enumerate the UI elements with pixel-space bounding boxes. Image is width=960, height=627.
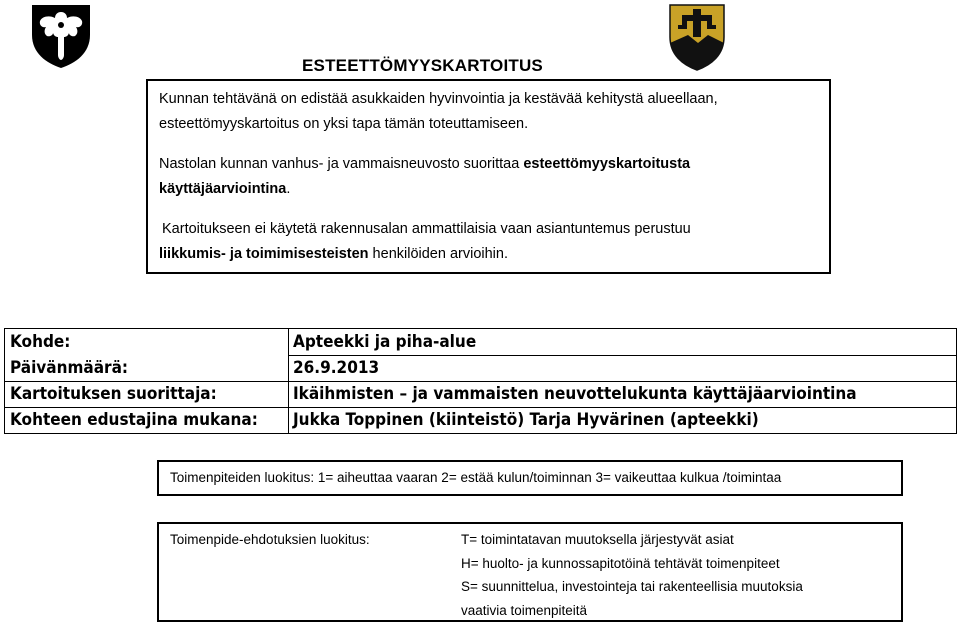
info-table: [4, 328, 957, 434]
intro-p2-bold: esteettömyyskartoitusta: [523, 156, 691, 172]
list-item: S= suunnittelua, investointeja tai rakenteellisia muutoksia: [461, 579, 803, 594]
label-paivamaara: Päivänmäärä:: [5, 356, 289, 382]
value-edustajat: Jukka Toppinen (kiinteistö) Tarja Hyvärinen (apteekki): [289, 408, 957, 434]
value-paivamaara: 26.9.2013: [289, 356, 957, 382]
intro-p2-text: Nastolan kunnan vanhus- ja vammaisneuvosto suorittaa: [159, 156, 524, 172]
table-row: [5, 382, 957, 408]
intro-p3-line-1: Kartoitukseen ei käytetä rakennusalan ammattilaisia vaan asiantuntemus perustuu: [162, 221, 691, 237]
classification-box: [157, 460, 903, 496]
label-edustajat: Kohteen edustajina mukana:: [5, 408, 289, 434]
label-suorittaja: Kartoituksen suorittaja:: [5, 382, 289, 408]
intro-box: [146, 79, 831, 274]
table-row: [5, 408, 957, 434]
list-item: vaativia toimenpiteitä: [461, 602, 588, 618]
left-coat-of-arms-icon: [30, 3, 92, 69]
intro-p3-bold: liikkumis- ja toimimisesteisten: [159, 245, 369, 262]
intro-paragraph-1: [159, 87, 829, 136]
intro-p2-end: .: [286, 180, 291, 197]
proposal-label: Toimenpide-ehdotuksien luokitus:: [170, 532, 370, 547]
table-row: [5, 329, 957, 356]
proposal-list: [461, 528, 881, 622]
table-row: [5, 356, 957, 382]
list-item: H= huolto- ja kunnossapitotöinä tehtävät toimenpiteet: [461, 555, 780, 571]
value-kohde: Apteekki ja piha-alue: [289, 329, 957, 356]
proposal-classification-box: [157, 522, 903, 622]
intro-p3-end: henkilöiden arvioihin.: [368, 245, 508, 262]
intro-p2-bold-2: käyttäjäarviointina: [159, 180, 287, 197]
intro-line-2: esteettömyyskartoitus on yksi tapa tämän toteuttamiseen.: [159, 115, 529, 132]
page-title: ESTEETTÖMYYSKARTOITUS: [302, 56, 543, 75]
classification-text: Toimenpiteiden luokitus: 1= aiheuttaa vaaran 2= estää kulun/toiminnan 3= vaikeuttaa kulkua /toimintaa: [170, 470, 782, 485]
intro-paragraph-3: [159, 217, 829, 266]
label-kohde: Kohde:: [5, 329, 289, 356]
value-suorittaja: Ikäihmisten – ja vammaisten neuvottelukunta käyttäjäarviointina: [289, 382, 957, 408]
right-coat-of-arms-icon: [668, 3, 726, 71]
list-item: T= toimintatavan muutoksella järjestyvät asiat: [461, 532, 734, 547]
intro-paragraph-2: [159, 152, 829, 201]
intro-line-1: Kunnan tehtävänä on edistää asukkaiden hyvinvointia ja kestävää kehitystä alueellaan,: [159, 91, 718, 107]
